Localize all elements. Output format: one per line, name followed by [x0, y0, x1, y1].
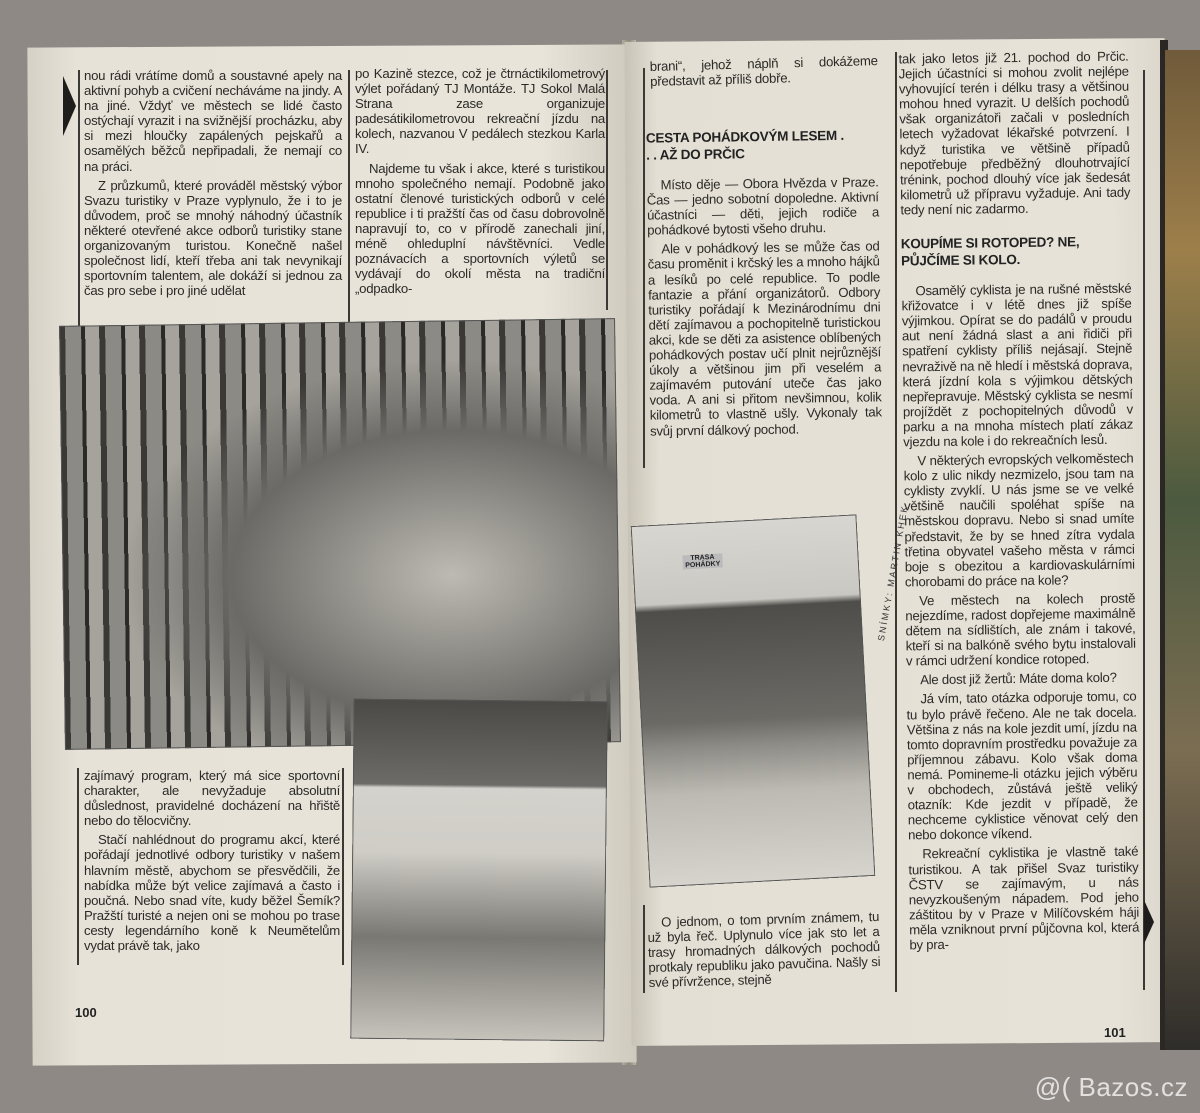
column-rule [643, 905, 645, 993]
column-rule [643, 68, 645, 468]
paragraph: Místo děje — Obora Hvězda v Praze. Čas — jedno sobotní dopoledne. Aktivní účastníci — děti, jejich rodiče a pohádkové bytosti všeho druhu. [646, 174, 880, 238]
paragraph: V některých evropských velkoměstech kolo z ulic nikdy nezmizelo, jsou tam na cyklisty zvyklí. U nás jsme se ve velké většině naučili spoléhat spíše na městskou dopravu. Nebo si snad umíte představit, že by se hned zítra vydala třetina obyvatel vašeho města v rámci boje s obezitou a kardiovaskulárními chorobami do práce na kole? [903, 450, 1135, 590]
sign-text: TRASA POHÁDKY [682, 553, 723, 569]
column-rule [342, 768, 344, 965]
paragraph: Rekreační cyklistika je vlastně také turistikou. A tak přišel Svaz turistiky ČSTV se zajímavým, u nás nevyzkoušeným nápadem. Pod jeho záštitou by v Praze v Milíčovském háji měla vzniknout první půjčovna kol, která by pra- [908, 843, 1140, 953]
paragraph: Ale dost již žertů: Máte doma kolo? [920, 670, 1117, 688]
page-number-right: 101 [1104, 1025, 1126, 1040]
paragraph: Z průzkumů, které prováděl městský výbor Svazu turistiky v Praze vyplynulo, že i to je důvodem, proč se mnohý náhodný účastník některé otevřené akce odborů turistiky stane organizovaným turistou. Konečně našel společnost lidí, kteří třeba ani tak nevynikají sportovním talentem, ale dokáží si jednou za čas pro sebe i pro jiné udělat [84, 177, 342, 299]
continue-arrow-icon [1144, 900, 1154, 944]
continue-arrow-icon [63, 76, 76, 136]
paragraph: nou rádi vrátíme domů a soustavné apely na aktivní pohyb a cvičení necháváme na jindy. A na jiné. Vždyť ve městech se lidé často ostýchají vyrazit i na svižnější procházku, aby si mezi hloučky zapálených pejskařů a osamělých běžců nepřipadali, že nemají co na práci. [84, 68, 342, 174]
paragraph: Osamělý cyklista je na rušné městské křižovatce i v létě dnes již spíše výjimkou. Opírat se do padálů v proudu aut není žádná slast a ani řidiči při spatření cyklisty příliš nejásají. Stejně nevraživě na ně hledí i městská doprava, která jízdní kola s výjimkou dětských nepřepravuje. Městský cyklista se nesmí projíždět z pochopitelných důvodů v parku a na mnoha místech platí zákaz vjezdu na kole i do rekreačních lesů. [901, 280, 1134, 450]
left-column-1-bottom [84, 768, 340, 957]
paragraph: po Kazině stezce, což je čtrnáctikilometrový výlet pořádaný TJ Montáže. TJ Sokol Malá Strana zase organizuje padesátikilometrovou rekreační jízdu na kolech, nazvanou V pedálech stezkou Karla IV. [355, 66, 605, 157]
article-heading-cesta: CESTA POHÁDKOVÝM LESEM . . . AŽ DO PRČIC [645, 127, 845, 163]
paragraph: Najdeme tu však i akce, které s turistikou mnoho společného nemají. Podobně jako ostatní členové turistických odborů v celé republice i ti pražští čas od času dobrovolně napravují to, co v přírodě zanechali jiní, méně ohleduplní návštěvníci. Vedle poznávacích a sportovních výletů se vydávají do okolí města na tradiční „odpadko- [355, 160, 605, 297]
paragraph: Stačí nahlédnout do programu akcí, které pořádají jednotlivé odbory turistiky v našem hlavním městě, abychom se přesvědčili, že nabídka může být velice zajímavá a často i poučná. Nebo snad víte, kudy běžel Šemík? Pražští turisté a nejen oni se mohou po trase cesty legendárního koně k Neumětelům vydat právě tak, jako [84, 832, 340, 954]
right-column-1-body [646, 126, 882, 442]
photo-fairy-tale-costume [350, 699, 608, 1042]
watermark: @( Bazos.cz [1034, 1072, 1188, 1102]
column-rule [1143, 70, 1145, 990]
page-number-left: 100 [75, 1005, 97, 1020]
paragraph: tak jako letos již 21. pochod do Prčic. Jejich účastníci si mohou zvolit nejlépe vyhovující terén i délku trasy a většinou mohou hned vyrazit. U delších pochodů však organizátoři začali v posledních letech vyžadovat lékařské potvrzení. I když turistika ve většině případů nepotřebuje předběžný dlouhotrvající trénink, pochod dlouhý více jak šedesát kilometrů už přípravu vyžaduje. Ani tady tedy není nic zadarmo. [898, 48, 1131, 218]
article-heading-rotoped: KOUPÍME SI ROTOPED? NE, PŮJČÍME SI KOLO. [900, 234, 1080, 269]
column-rule [348, 70, 350, 332]
photo-sign-trasa-pohadky [631, 514, 876, 887]
right-column-1-bottom [647, 909, 881, 995]
paragraph: zajímavý program, který má sice sportovní charakter, ale nevyžaduje absolutní důslednost, pravidelné docházení na hřiště nebo do tělocvičny. [84, 768, 340, 829]
column-rule [77, 768, 79, 965]
paragraph: Já vím, tato otázka odporuje tomu, co tu bylo právě řečeno. Ale ne tak docela. Většina z nás na kole jezdit umí, jízdu na tomto dopravním prostředku považuje za příjemnou zábavu. Kolo však doma nemá. Pomineme-li otázku jejich výběru v obchodech, zůstává ještě veliký otazník: Kde jezdit v případě, že nechceme cyklistice věnovat celý den nebo dokonce víkend. [906, 689, 1138, 843]
paragraph: Ale v pohádkový les se může čas od času proměnit i krčský les a mnoho hájků a lesíků po celé republice. To podle fantazie a přání organizátorů. Odbory turistiky pořádají k Mezinárodnímu dni dětí zajímavou a pochopitelně turistickou akci, kde se děti za asistence oblíbených pohádkových postav učí plnit nejrůznější úkoly a většinou jim při veselém a zajímavém putování uteče čas jako voda. A ani si přitom nevšimnou, kolik kilometrů to vlastně ušly. Vykonaly tak svůj první dálkový pochod. [647, 238, 882, 439]
right-column-1-top [650, 53, 879, 93]
left-column-2-top [355, 66, 605, 300]
column-rule [606, 70, 608, 310]
photo-credit: SNÍMKY: MARTIN KHEK [876, 503, 910, 642]
left-column-1-top [84, 68, 342, 302]
right-column-2 [898, 49, 1139, 957]
paragraph: Ve městech na kolech prostě nejezdíme, radost dopřejeme maximálně dětem na sídlištích, ale znám i takové, kteří si na balkóně svého bytu instalovali v rámci udržení kondice rotoped. [905, 590, 1136, 669]
book-cover-edge [1165, 50, 1200, 1050]
paragraph: brani“, jehož náplň si dokážeme představit až příliš dobře. [649, 53, 878, 90]
column-rule [78, 70, 80, 332]
photo-children-in-forest [59, 318, 621, 750]
paragraph: O jednom, o tom prvním známem, tu už byla řeč. Uplynulo více jak sto let a trasy hromadných dálkových pochodů protkaly republiku jako pavučina. Našly si své přívržence, stejně [647, 908, 881, 991]
